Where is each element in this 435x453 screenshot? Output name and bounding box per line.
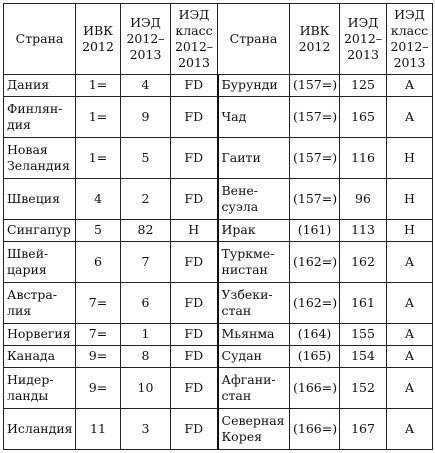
header-ied: ИЭД 2012– 2013 [121,4,171,75]
table-row [4,138,433,179]
cell-country: Северная Корея [218,409,290,450]
header-country: Страна [4,4,76,75]
cell-ivk: 9= [76,345,121,367]
cell-class: A [387,368,433,409]
cell-ivk: (165) [290,345,340,367]
cell-class: FD [171,75,218,97]
cell-country: Финлян- дия [4,97,76,138]
cell-ied: 165 [340,97,387,138]
cell-class: FD [171,345,218,367]
cell-country: Бурунди [218,75,290,97]
cell-ied: 155 [340,323,387,345]
cell-country: Вене- суэла [218,178,290,219]
cell-class: H [171,219,218,241]
header-class: ИЭД класс 2012– 2013 [171,4,218,75]
table-row [4,219,433,241]
cell-ivk: 1= [76,138,121,179]
cell-class: FD [171,178,218,219]
cell-class: FD [171,97,218,138]
cell-class: H [387,178,433,219]
table-body [4,75,433,450]
cell-ied: 4 [121,75,171,97]
cell-country: Судан [218,345,290,367]
cell-ied: 1 [121,323,171,345]
header-class: ИЭД класс 2012– 2013 [387,4,433,75]
cell-ivk: (166=) [290,409,340,450]
table-row [4,345,433,367]
cell-ied: 9 [121,97,171,138]
ranking-table [3,3,433,450]
cell-class: A [387,242,433,283]
cell-class: A [387,75,433,97]
cell-ied: 6 [121,282,171,323]
cell-ivk: (157=) [290,178,340,219]
cell-country: Гаити [218,138,290,179]
cell-ivk: (164) [290,323,340,345]
cell-ied: 167 [340,409,387,450]
cell-ied: 10 [121,368,171,409]
cell-class: FD [171,323,218,345]
cell-ivk: 5 [76,219,121,241]
cell-ivk: (157=) [290,75,340,97]
cell-ied: 3 [121,409,171,450]
cell-class: H [387,219,433,241]
cell-country: Исландия [4,409,76,450]
table-row [4,178,433,219]
cell-ied: 154 [340,345,387,367]
cell-ied: 161 [340,282,387,323]
cell-country: Туркме- нистан [218,242,290,283]
cell-ivk: 11 [76,409,121,450]
header-ied: ИЭД 2012– 2013 [340,4,387,75]
cell-ivk: (162=) [290,242,340,283]
cell-class: A [387,282,433,323]
cell-country: Швей- цария [4,242,76,283]
cell-country: Ирак [218,219,290,241]
cell-ied: 7 [121,242,171,283]
cell-country: Сингапур [4,219,76,241]
cell-class: A [387,345,433,367]
cell-ied: 5 [121,138,171,179]
cell-country: Чад [218,97,290,138]
cell-ivk: 1= [76,97,121,138]
cell-class: FD [171,138,218,179]
cell-ivk: 4 [76,178,121,219]
cell-ivk: (162=) [290,282,340,323]
header-row [4,4,433,75]
cell-country: Канада [4,345,76,367]
cell-ivk: (157=) [290,138,340,179]
cell-ivk: 1= [76,75,121,97]
table-row [4,75,433,97]
cell-country: Мьянма [218,323,290,345]
table-row [4,97,433,138]
cell-class: FD [171,282,218,323]
cell-ied: 162 [340,242,387,283]
cell-ivk: (161) [290,219,340,241]
cell-country: Австра- лия [4,282,76,323]
cell-country: Швеция [4,178,76,219]
table-row [4,409,433,450]
header-ivk: ИВК 2012 [76,4,121,75]
cell-ied: 2 [121,178,171,219]
cell-country: Новая Зеландия [4,138,76,179]
header-ivk: ИВК 2012 [290,4,340,75]
cell-ied: 113 [340,219,387,241]
cell-ied: 152 [340,368,387,409]
cell-ied: 116 [340,138,387,179]
cell-class: FD [171,242,218,283]
cell-ivk: (166=) [290,368,340,409]
cell-country: Узбеки- стан [218,282,290,323]
table-row [4,282,433,323]
cell-ivk: (157=) [290,97,340,138]
cell-class: FD [171,368,218,409]
cell-country: Дания [4,75,76,97]
table-row [4,368,433,409]
cell-country: Нидер- ланды [4,368,76,409]
cell-class: A [387,323,433,345]
cell-country: Афгани- стан [218,368,290,409]
cell-country: Норвегия [4,323,76,345]
cell-ied: 82 [121,219,171,241]
cell-ivk: 6 [76,242,121,283]
cell-class: A [387,97,433,138]
cell-ied: 8 [121,345,171,367]
cell-ivk: 7= [76,323,121,345]
cell-class: A [387,409,433,450]
cell-class: FD [171,409,218,450]
cell-ivk: 7= [76,282,121,323]
table-row [4,242,433,283]
header-country: Страна [218,4,290,75]
cell-class: H [387,138,433,179]
cell-ied: 125 [340,75,387,97]
cell-ivk: 9= [76,368,121,409]
cell-ied: 96 [340,178,387,219]
table-row [4,323,433,345]
